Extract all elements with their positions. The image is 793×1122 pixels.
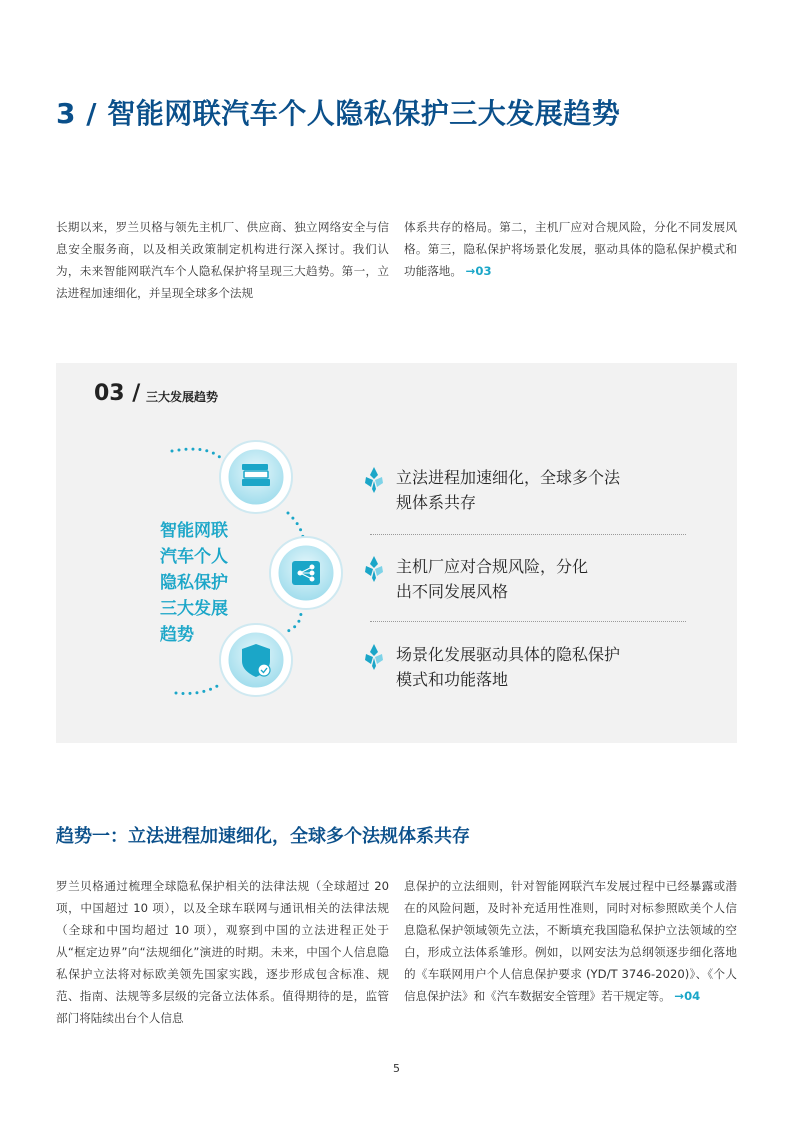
trend-item-2 xyxy=(396,554,588,604)
leaf-bullet-icon xyxy=(362,642,386,672)
trend-item-3 xyxy=(396,642,620,692)
center-line: 趋势 xyxy=(160,625,194,645)
trend-text-line: 出不同发展风格 xyxy=(396,582,509,601)
leaf-bullet-icon xyxy=(362,465,386,495)
intro-left-text: 长期以来，罗兰贝格与领先主机厂、供应商、独立网络安全与信息安全服务商，以及相关政策制定机构进行深入探讨。我们认为，未来智能网联汽车个人隐私保护将呈现三大趋势。第一，立法进程加速细化，并呈现全球多个法规 xyxy=(56,220,389,300)
center-line: 智能网联 xyxy=(160,521,228,541)
trend-text-line: 规体系共存 xyxy=(396,493,477,512)
figure-center-text xyxy=(160,518,260,648)
intro-left-column xyxy=(56,216,389,304)
intro-reference-link[interactable]: 03 xyxy=(475,264,492,278)
center-line: 汽车个人 xyxy=(160,547,228,567)
trend-divider xyxy=(370,534,686,535)
figure-title: 三大发展趋势 xyxy=(146,390,219,404)
intro-right-column xyxy=(404,216,737,282)
ref-arrow-icon: → xyxy=(674,989,685,1003)
trend-text-line: 模式和功能落地 xyxy=(396,670,509,689)
trends-figure xyxy=(56,363,737,743)
section-right-text: 息保护的立法细则，针对智能网联汽车发展过程中已经暴露或潜在的风险问题，及时补充适用性准则，同时对标参照欧美个人信息隐私保护领域领先立法，不断填充我国隐私保护立法领域的空白，形成立法体系雏形。例如，以网安法为总纲领逐步细化落地的《车联网用户个人信息保护要求 (YD/T 3746-2020)》、《个人信息保护法》和《汽车数据安全管理》若干规定等。 xyxy=(404,879,737,1003)
intro-right-text: 体系共存的格局。第二，主机厂应对合规风险，分化不同发展风格。第三，隐私保护将场景化发展，驱动具体的隐私保护模式和功能落地。 xyxy=(404,220,737,278)
books-icon xyxy=(220,441,292,513)
section-left-text: 罗兰贝格通过梳理全球隐私保护相关的法律法规（全球超过 20 项，中国超过 10 项），以及全球车联网与通讯相关的法律法规（全球和中国均超过 10 项），观察到中国的立法进程正处于从“框定边界”向“法规细化”演进的时期。未来，中国个人信息隐私保护立法将对标欧美领先国家实践，逐步形成包含标准、规范、指南、法规等多层级的完备立法体系。值得期待的是，监管部门将陆续出台个人信息 xyxy=(56,879,389,1025)
center-line: 隐私保护 xyxy=(160,573,228,593)
center-line: 三大发展 xyxy=(160,599,228,619)
trend-text-line: 主机厂应对合规风险，分化 xyxy=(396,557,589,576)
trend-text-line: 立法进程加速细化，全球多个法 xyxy=(396,468,621,487)
leaf-bullet-icon xyxy=(362,554,386,584)
section-left-column xyxy=(56,875,389,1029)
connector-bottom-left xyxy=(176,683,222,694)
figure-number: 03 / xyxy=(94,381,141,406)
section-heading: 趋势一：立法进程加速细化，全球多个法规体系共存 xyxy=(56,826,470,847)
connector-top-left xyxy=(172,449,222,459)
page-title: 3 / 智能网联汽车个人隐私保护三大发展趋势 xyxy=(56,97,621,130)
section-right-paragraph xyxy=(404,875,737,1007)
ref-arrow-icon: → xyxy=(465,264,476,278)
network-icon xyxy=(270,537,342,609)
trend-divider xyxy=(370,621,686,622)
section-right-column xyxy=(404,875,737,1007)
trend-item-1 xyxy=(396,465,620,515)
page-number: 5 xyxy=(393,1062,400,1075)
section-reference-link[interactable]: 04 xyxy=(684,989,701,1003)
intro-right-paragraph xyxy=(404,216,737,282)
trend-text-line: 场景化发展驱动具体的隐私保护 xyxy=(396,645,621,664)
